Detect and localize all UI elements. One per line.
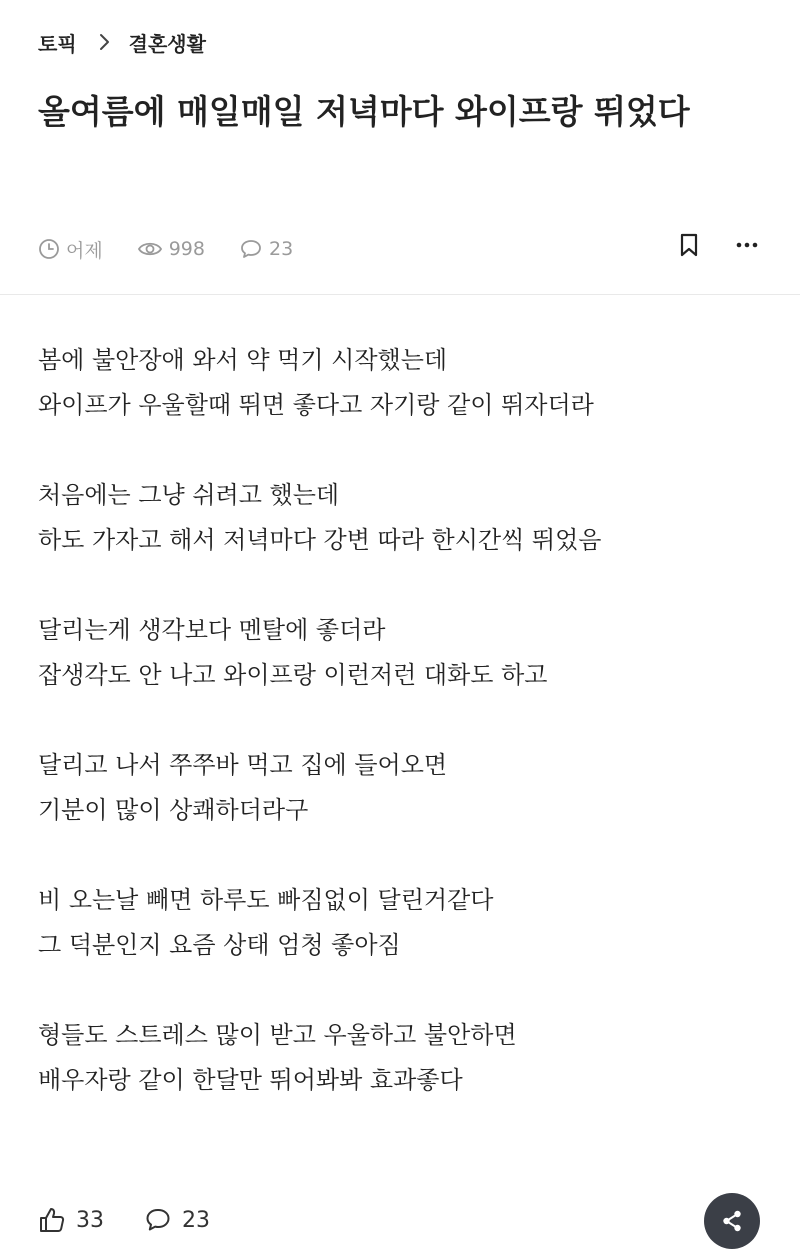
- footer-comment-count: 23: [182, 1207, 210, 1233]
- comment-icon: [239, 238, 263, 260]
- share-icon: [719, 1208, 745, 1234]
- post-footer: [38, 1200, 250, 1240]
- body-line: 비 오는날 빼면 하루도 빠짐없이 달린거같다: [38, 886, 494, 914]
- body-paragraph: [38, 878, 768, 968]
- body-paragraph: [38, 338, 768, 428]
- comment-icon: [144, 1206, 172, 1234]
- body-line: 잡생각도 안 나고 와이프랑 이런저런 대화도 하고: [38, 661, 548, 689]
- clock-icon: [38, 238, 60, 260]
- eye-icon: [137, 238, 163, 260]
- body-line: 처음에는 그냥 쉬려고 했는데: [38, 481, 340, 509]
- body-paragraph: [38, 743, 768, 833]
- post-actions: [674, 228, 762, 262]
- post-views: [137, 238, 205, 260]
- comment-button[interactable]: [144, 1206, 210, 1234]
- body-line: 달리는게 생각보다 멘탈에 좋더라: [38, 616, 386, 644]
- chevron-right-icon: [99, 33, 111, 51]
- bookmark-icon: [679, 233, 699, 257]
- like-count: 33: [76, 1207, 104, 1233]
- post-body: [38, 338, 768, 1148]
- post-views-count: 998: [168, 238, 205, 260]
- header-divider: [0, 294, 800, 295]
- body-paragraph: [38, 473, 768, 563]
- breadcrumb: [38, 26, 206, 58]
- body-line: 배우자랑 같이 한달만 뛰어봐봐 효과좋다: [38, 1066, 463, 1094]
- body-line: 달리고 나서 쭈쭈바 먹고 집에 들어오면: [38, 751, 448, 779]
- breadcrumb-topic[interactable]: 토픽: [38, 31, 77, 56]
- post-time-text: 어제: [66, 239, 103, 262]
- body-line: 와이프가 우울할때 뛰면 좋다고 자기랑 같이 뛰자더라: [38, 391, 594, 419]
- body-line: 봄에 불안장애 와서 약 먹기 시작했는데: [38, 346, 448, 374]
- post-time: [38, 236, 103, 263]
- body-line: 그 덕분인지 요즘 상태 엄청 좋아짐: [38, 931, 401, 959]
- like-button[interactable]: [38, 1206, 104, 1234]
- more-options-button[interactable]: [732, 230, 762, 260]
- breadcrumb-category[interactable]: 결혼생활: [128, 31, 206, 56]
- post-comments-count: 23: [268, 238, 294, 260]
- post-title: 올여름에 매일매일 저녁마다 와이프랑 뛰었다: [38, 92, 690, 131]
- body-paragraph: [38, 608, 768, 698]
- body-line: 하도 가자고 해서 저녁마다 강변 따라 한시간씩 뛰었음: [38, 526, 602, 554]
- post-comments: [239, 238, 293, 260]
- body-line: 형들도 스트레스 많이 받고 우울하고 불안하면: [38, 1021, 517, 1049]
- share-button[interactable]: [704, 1193, 760, 1249]
- body-line: 기분이 많이 상쾌하더라구: [38, 796, 309, 824]
- more-dots-icon: [736, 242, 758, 248]
- body-paragraph: [38, 1013, 768, 1103]
- thumbs-up-icon: [38, 1206, 66, 1234]
- post-meta: [38, 232, 327, 266]
- bookmark-button[interactable]: [674, 230, 704, 260]
